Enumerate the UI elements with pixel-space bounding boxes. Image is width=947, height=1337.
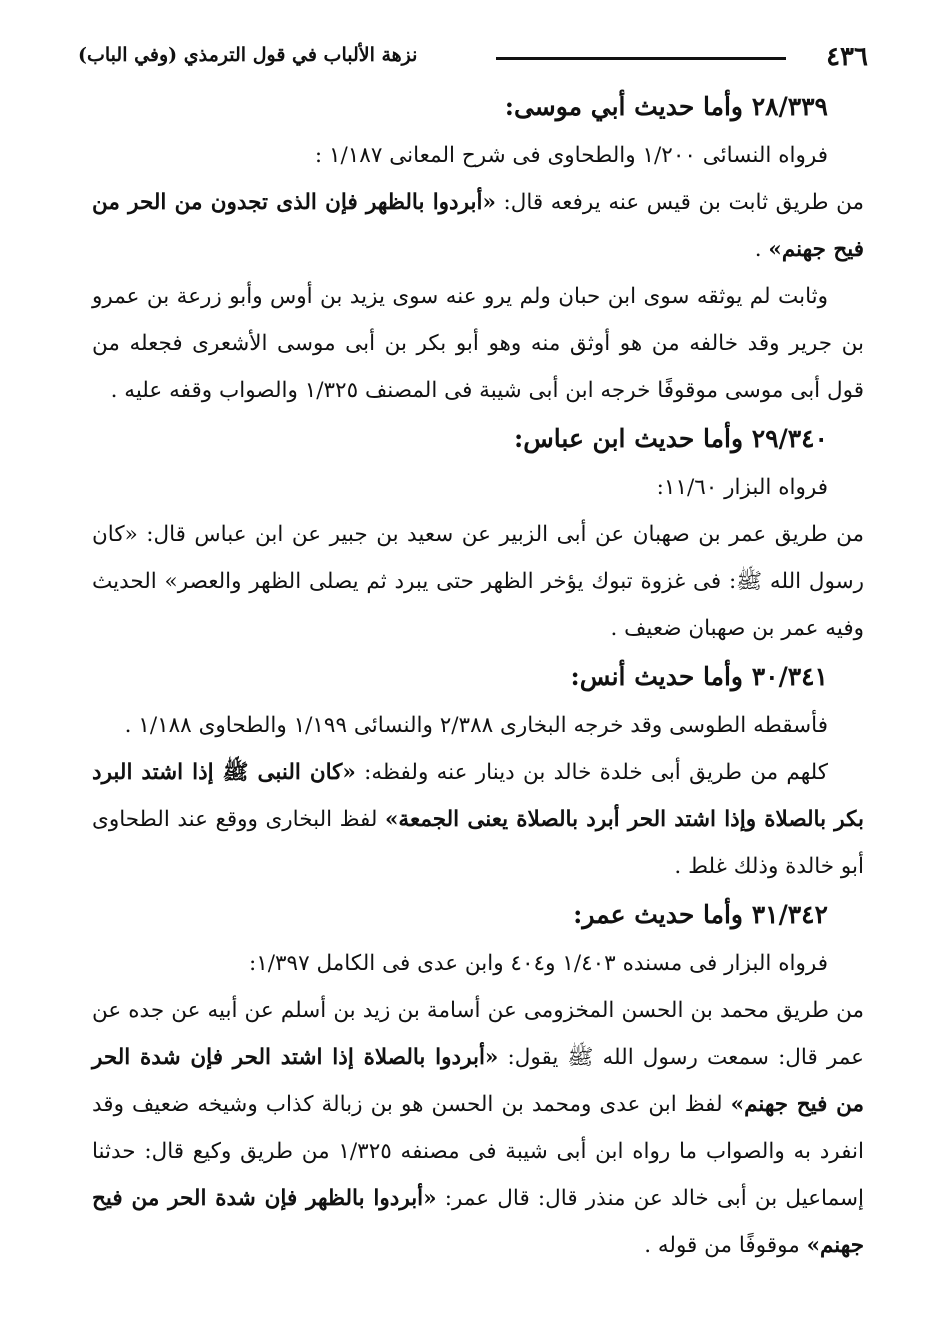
paragraph: فأسقطه الطوسى وقد خرجه البخارى ٢/٣٨٨ والنسائى ١/١٩٩ والطحاوى ١/١٨٨ . xyxy=(124,713,828,738)
paragraph xyxy=(92,179,864,273)
page-number: ٤٣٦ xyxy=(826,42,868,72)
hadith-quote: «أبردوا بالظهر فإن شدة الحر من فيح جهنم» xyxy=(92,1186,864,1258)
paragraph-text: . xyxy=(754,237,769,262)
body-text xyxy=(92,82,864,1269)
paragraph-text: لفظ ابن عدى ومحمد بن الحسن هو بن زبالة كذاب وشيخه ضعيف وقد انفرد به والصواب ما رواه ابن أبى شيبة فى مصنفه ١/٣٢٥ من طريق وكيع قال: حدثنا إسماعيل بن أبى خالد عن منذر قال: قال عمر: xyxy=(92,1092,864,1211)
paragraph: فرواه البزار ١١/٦٠: xyxy=(656,475,828,500)
paragraph-text: من طريق ثابت بن قيس عنه يرفعه قال: xyxy=(495,190,864,215)
paragraph-text: من طريق محمد بن الحسن المخزومى عن أسامة بن زيد بن أسلم عن أبيه عن جده عن عمر قال: سمعت رسول الله ﷺ يقول: xyxy=(92,998,864,1070)
header-rule xyxy=(496,57,786,60)
paragraph: فرواه البزار فى مسنده ١/٤٠٣ و٤٠٤ وابن عدى فى الكامل ١/٣٩٧: xyxy=(248,951,828,976)
paragraph: فرواه النسائى ١/٢٠٠ والطحاوى فى شرح المعانى ١/١٨٧ : xyxy=(314,143,828,168)
paragraph: من طريق عمر بن صهبان عن أبى الزبير عن سعيد بن جبير عن ابن عباس قال: «كان رسول الله ﷺ: فى غزوة تبوك يؤخر الظهر حتى يبرد ثم يصلى الظهر والعصر» الحديث وفيه عمر بن صهبان ضعيف . xyxy=(92,522,864,641)
paragraph: وثابت لم يوثقه سوى ابن حبان ولم يرو عنه سوى يزيد بن أوس وأبو زرعة بن عمرو بن جرير وقد خالفه من هو أوثق منه وهو أبو بكر بن أبى موسى الأشعرى فجعله من قول أبى موسى موقوفًا خرجه ابن أبى شيبة فى المصنف ١/٣٢٥ والصواب وقفه عليه . xyxy=(92,284,864,403)
section-heading: ٢٨/٣٣٩ وأما حديث أبي موسى: xyxy=(504,92,828,121)
section-heading: ٣١/٣٤٢ وأما حديث عمر: xyxy=(573,900,828,929)
running-title: نزهة الألباب في قول الترمذي (وفي الباب) xyxy=(78,44,418,66)
page-header xyxy=(78,40,868,80)
hadith-quote: «كان النبى ﷺ إذا اشتد البرد بكر بالصلاة وإذا اشتد الحر أبرد بالصلاة يعنى الجمعة» xyxy=(92,760,864,832)
section-heading: ٢٩/٣٤٠ وأما حديث ابن عباس: xyxy=(514,424,828,453)
paragraph-text: كلهم من طريق أبى خلدة خالد بن دينار عنه ولفظه: xyxy=(355,760,828,785)
paragraph-text: لفظ البخارى ووقع عند الطحاوى أبو خالدة وذلك غلط . xyxy=(92,807,864,879)
paragraph-text: موقوفًا من قوله . xyxy=(644,1233,807,1258)
paragraph xyxy=(92,749,864,890)
section-heading: ٣٠/٣٤١ وأما حديث أنس: xyxy=(570,662,828,691)
hadith-quote: «أبردوا بالصلاة إذا اشتد الحر فإن شدة الحر من فيح جهنم» xyxy=(92,1045,864,1117)
paragraph xyxy=(92,987,864,1269)
hadith-quote: «أبردوا بالظهر فإن الذى تجدون من الحر من فيح جهنم» xyxy=(92,190,864,262)
